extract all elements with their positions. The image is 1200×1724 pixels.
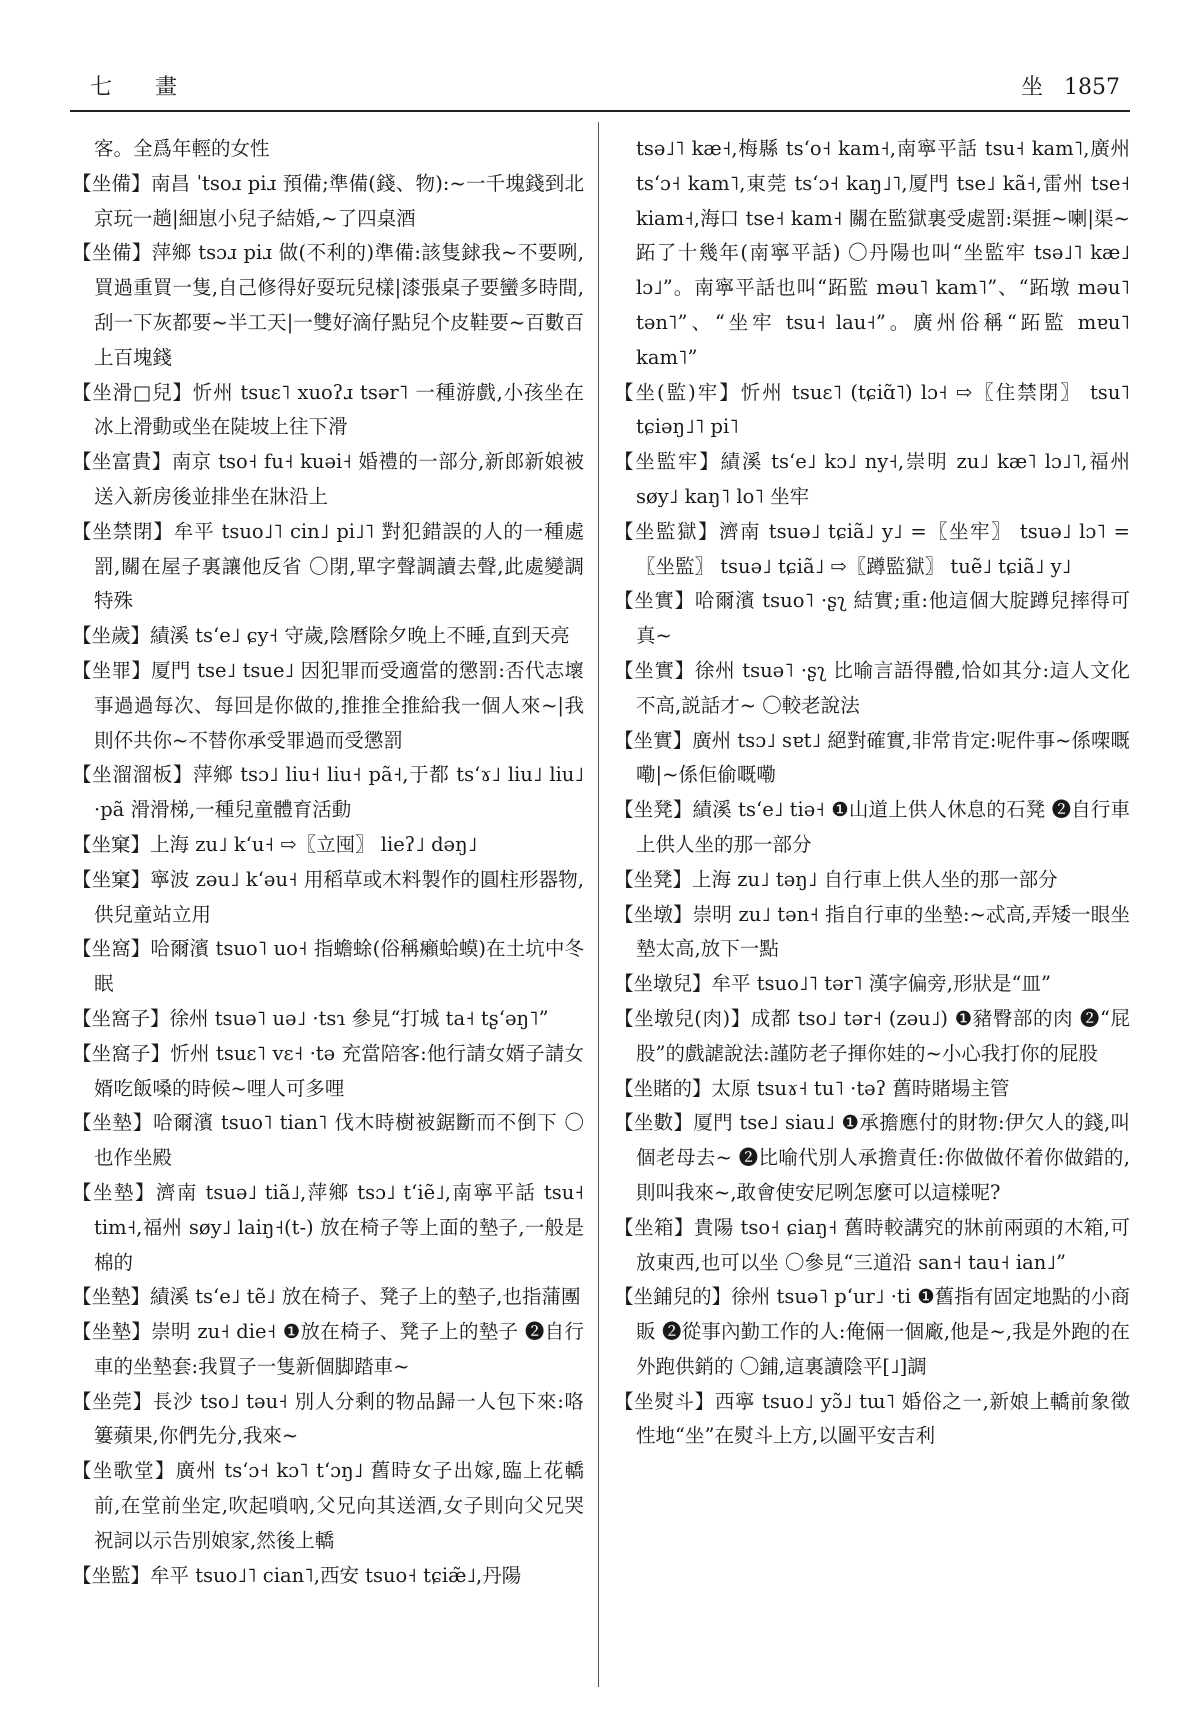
dictionary-entry <box>614 654 1130 724</box>
entry-text: 崇明 zu˧ die˧ ❶放在椅子、凳子上的墊子 ❷自行車的坐墊套:我買子一隻新個脚踏車~ <box>94 1320 584 1378</box>
entry-text: 南京 tso˧ fu˧ kuəi˧ 婚禮的一部分,新郎新娘被送入新房後並排坐在牀沿上 <box>94 450 584 508</box>
dictionary-entry <box>614 515 1130 585</box>
entry-headword: 【坐富貴】 <box>72 450 172 474</box>
dictionary-entry <box>72 1002 584 1037</box>
entry-headword: 【坐備】 <box>72 241 152 265</box>
entry-text: 崇明 zu˩ tən˧ 指自行車的坐墊:~忒高,弄矮一眼坐墊太高,放下一點 <box>636 902 1130 961</box>
entry-headword: 【坐實】 <box>614 589 695 613</box>
dictionary-entry <box>614 376 1130 446</box>
entry-text: 牟平 tsuo˩˥ cian˥,西安 tsuo˧ tɕiæ̃˩,丹陽 <box>150 1563 522 1587</box>
dictionary-entry <box>614 898 1130 968</box>
dictionary-entry <box>72 1106 584 1176</box>
dictionary-entry <box>72 1037 584 1107</box>
entry-text: 上海 zu˩ təŋ˩ 自行車上供人坐的那一部分 <box>692 867 1058 891</box>
entry-text: 牟平 tsuo˩˥ cin˩ pi˩˥ 對犯錯誤的人的一種處罰,關在屋子裏讓他反省 〇閉,單字聲調讀去聲,此處變調特殊 <box>94 519 584 613</box>
dictionary-entry <box>72 376 584 446</box>
dictionary-entry <box>72 828 584 863</box>
entry-headword: 【坐歲】 <box>72 624 151 648</box>
dictionary-entry <box>614 967 1130 1002</box>
entry-text: 成都 tso˩ tər˧ (zəu˩) ❶豬臀部的肉 ❷“屁股”的戲謔說法:謹防老子揮你娃的~小心我打你的屁股 <box>636 1006 1130 1065</box>
entry-headword: 【坐窩子】 <box>72 1041 171 1065</box>
entry-headword: 【坐墩兒】 <box>614 972 712 996</box>
dictionary-entry <box>614 724 1130 794</box>
entry-text: 績溪 tsʻe˩ tẽ˩ 放在椅子、凳子上的墊子,也指蒲團 <box>150 1285 581 1309</box>
dictionary-entry <box>614 1280 1130 1384</box>
entry-text: 西寧 tsuo˩ yɔ̃˩ tɯ˥ 婚俗之一,新娘上轎前象徵性地“坐”在熨斗上方,以圖平安吉利 <box>636 1389 1130 1448</box>
entry-headword: 【坐滑□兒】 <box>72 380 193 404</box>
dictionary-entry <box>72 236 584 375</box>
entry-text: 厦門 tse˩ tsue˩ 因犯罪而受適當的懲罰:否代志壞事過過每次、每回是你做的,推推全推給我一個人來~|我則伓共你~不替你承受罪過而受懲罰 <box>94 658 584 752</box>
entry-headword: 【坐監獄】 <box>614 519 720 543</box>
entry-headword: 【坐(監)牢】 <box>614 380 741 404</box>
entry-headword: 【坐墩兒(肉)】 <box>614 1006 751 1030</box>
dictionary-entry <box>614 863 1130 898</box>
entry-text: 哈爾濱 tsuo˥ tian˥ 伐木時樹被鋸斷而不倒下 〇也作坐殿 <box>94 1111 584 1170</box>
entry-headword: 【坐賭的】 <box>614 1076 712 1100</box>
entry-text: 萍鄉 tsɔ˩ liu˧ liu˧ pã˧,于都 tsʻɤ˩ liu˩ liu˩ ·pã 滑滑梯,一種兒童體育活動 <box>94 763 584 822</box>
entry-text: 長沙 tso˩ təu˧ 別人分剩的物品歸一人包下來:咯簍蘋果,你們先分,我來~ <box>94 1389 584 1448</box>
entry-text: 績溪 tsʻe˩ kɔ˩ ny˧,崇明 zu˩ kæ˥ lɔ˩˥,福州 søy˩ kaŋ˥ lo˥ 坐牢 <box>636 450 1130 508</box>
entry-text: 牟平 tsuo˩˥ tər˥ 漢字偏旁,形狀是“皿” <box>711 972 1051 996</box>
dictionary-entry <box>72 1559 584 1594</box>
entry-headword: 【坐鋪兒的】 <box>614 1285 732 1309</box>
entry-text: 廣州 tsʻɔ˧ kɔ˥ tʻɔŋ˩ 舊時女子出嫁,臨上花轎前,在堂前坐定,吹起嗩吶,父兄向其送酒,女子則向父兄哭祝詞以示告別娘家,然後上轎 <box>94 1459 584 1552</box>
dictionary-entry <box>72 1385 584 1455</box>
entry-text: 忻州 tsuɛ˥ (tɕiɑ̃˥) lɔ˧ ⇨〖住禁閉〗 tsu˥ tɕiəŋ˩˥ pi˥ <box>636 380 1130 439</box>
entry-text: 濟南 tsuə˩ tɕiã˩ y˩ =〖坐牢〗 tsuə˩ lɔ˥ =〖坐監〗 tsuə˩ tɕiã˩ ⇨〖蹲監獄〗 tuẽ˩ tɕiã˩ y˩ <box>636 519 1130 578</box>
entry-headword: 【坐墊】 <box>72 1111 154 1135</box>
entry-headword: 【坐墩】 <box>614 902 693 926</box>
dictionary-entry <box>614 1211 1130 1281</box>
left-entries <box>72 167 584 1594</box>
right-column <box>614 132 1130 1692</box>
entry-headword: 【坐凳】 <box>614 798 693 822</box>
dictionary-entry <box>72 445 584 515</box>
entry-headword: 【坐實】 <box>614 728 693 752</box>
entry-headword: 【坐凳】 <box>614 867 693 891</box>
dictionary-entry <box>614 1002 1130 1072</box>
section-title: 七 畫 <box>90 75 195 100</box>
entry-text: 南昌 ˈtsoɹ piɹ 預備;準備(錢、物):~一千塊錢到北京玩一趟|細崽小兒子結婚,~了四桌酒 <box>94 171 584 230</box>
entry-text: 太原 tsuɤ˧ tu˥ ·təʔ 舊時賭場主管 <box>711 1076 1010 1100</box>
dictionary-entry <box>72 1454 584 1558</box>
entry-headword: 【坐監牢】 <box>614 450 721 474</box>
dictionary-entry <box>72 932 584 1002</box>
entry-headword: 【坐監】 <box>72 1563 151 1587</box>
entry-text: 哈爾濱 tsuo˥ uo˧ 指蟾蜍(俗稱癩蛤蟆)在土坑中冬眠 <box>94 937 584 996</box>
entry-headword: 【坐窠】 <box>72 867 151 891</box>
entry-text: 哈爾濱 tsuo˥ ·ʂʅ 結實;重:他這個大腚蹲兒摔得可真~ <box>636 589 1130 648</box>
entry-text: 徐州 tsuə˥ uə˩ ·tsɿ 參見“打城 ta˧ tʂʻəŋ˥” <box>169 1006 549 1030</box>
page-number: 1857 <box>1064 75 1120 100</box>
entry-headword: 【坐歌堂】 <box>72 1459 176 1483</box>
entry-text: 濟南 tsuə˩ tiã˩,萍鄉 tsɔ˩ tʻiẽ˩,南寧平話 tsu˧ tim˧,福州 søy˩ laiŋ˧(t-) 放在椅子等上面的墊子,一般是棉的 <box>94 1180 584 1274</box>
dictionary-entry <box>72 515 584 619</box>
left-column <box>72 132 584 1692</box>
dictionary-entry <box>72 863 584 933</box>
dictionary-entry <box>614 1072 1130 1107</box>
entry-headword: 【坐禁閉】 <box>72 519 174 543</box>
entry-headword: 【坐窩】 <box>72 937 151 961</box>
dictionary-entry <box>614 1385 1130 1455</box>
entry-headword: 【坐窩子】 <box>72 1006 170 1030</box>
entry-text: 績溪 tsʻe˩ ɕy˧ 守歲,陰曆除夕晚上不睡,直到天亮 <box>150 624 570 648</box>
dictionary-entry <box>614 1106 1130 1210</box>
entry-text: 上海 zu˩ kʻu˧ ⇨〖立囤〗 lieʔ˩ dəŋ˩ <box>150 832 478 856</box>
dictionary-entry <box>72 1280 584 1315</box>
dictionary-entry <box>72 1315 584 1385</box>
entry-headword: 【坐罪】 <box>72 658 152 682</box>
dictionary-entry <box>614 584 1130 654</box>
entry-headword: 【坐熨斗】 <box>614 1389 715 1413</box>
entry-headword: 【坐窠】 <box>72 832 151 856</box>
entry-text: 徐州 tsuə˥ pʻur˩ ·ti ❶舊指有固定地點的小商販 ❷從事內勤工作的人:俺倆一個廠,他是~,我是外跑的在外跑供銷的 〇鋪,這裏讀陰平[˩]調 <box>636 1285 1130 1378</box>
entry-text: 忻州 tsuɛ˥ vɛ˧ ·tə 充當陪客:他行請女婿子請女婿吃飯嗓的時候~哩人可多哩 <box>94 1041 584 1100</box>
entry-headword: 【坐墊】 <box>72 1285 151 1309</box>
dictionary-entry <box>72 167 584 237</box>
dictionary-entry <box>72 1176 584 1280</box>
entry-text: 忻州 tsuɛ˥ xuoʔɹ tsər˥ 一種游戲,小孩坐在冰上滑動或坐在陡坡上往下滑 <box>94 380 584 439</box>
entry-headword: 【坐實】 <box>614 658 695 682</box>
dictionary-entry <box>72 758 584 828</box>
right-entries <box>614 376 1130 1455</box>
entry-text: 貴陽 tso˧ ɕiaŋ˧ 舊時較講究的牀前兩頭的木箱,可放東西,也可以坐 〇參見“三道沿 san˧ tau˧ ian˩” <box>636 1215 1130 1274</box>
continuation-text: 客。全爲年輕的女性 <box>94 137 270 160</box>
header-char: 坐 <box>1020 75 1043 100</box>
entry-text: 厦門 tse˩ siau˩ ❶承擔應付的財物:伊欠人的錢,叫個老母去~ ❷比喻代別人承擔責任:你做做伓着你做錯的,則叫我來~,敢會使安尼咧怎麼可以這樣呢? <box>636 1111 1130 1204</box>
entry-headword: 【坐箱】 <box>614 1215 694 1239</box>
dictionary-entry <box>614 445 1130 515</box>
dictionary-entry <box>72 619 584 654</box>
entry-headword: 【坐墊】 <box>72 1320 152 1344</box>
dictionary-entry <box>72 654 584 758</box>
entry-headword: 【坐數】 <box>614 1111 694 1135</box>
page-heading <box>1007 70 1120 101</box>
entry-text: 萍鄉 tsɔɹ piɹ 做(不利的)準備:該隻銶我~不要咧,買過重買一隻,自己修得好耍玩兒樣|漆張桌子要蠻多時間,刮一下灰都要~半工天|一雙好滴仔點兒个皮鞋要~百數百上百塊錢 <box>94 241 584 369</box>
entry-headword: 【坐備】 <box>72 171 151 195</box>
entry-headword: 【坐莞】 <box>72 1389 153 1413</box>
column-divider <box>598 122 599 1687</box>
entry-text: 徐州 tsuə˥ ·ʂʅ 比喻言語得體,恰如其分:這人文化不高,説話才~ 〇較老說法 <box>636 658 1130 717</box>
dictionary-entry <box>614 793 1130 863</box>
entry-headword: 【坐墊】 <box>72 1180 156 1204</box>
entry-headword: 【坐溜溜板】 <box>72 763 194 787</box>
continuation-text: tsə˩˥ kæ˧,梅縣 tsʻo˧ kam˧,南寧平話 tsu˧ kam˥,廣州 tsʻɔ˧ kam˥,東莞 tsʻɔ˧ kaŋ˩˥,厦門 tse˩ kã˧,雷州 tse˧ kiam˧,海口 tse˧ kam˧ 關在監獄裏受處罰:渠捱~喇|渠~跖了十幾年(南寧平話) 〇丹陽也叫“坐監牢 tsə˩˥ kæ˩ lɔ˩”。南寧平話也叫“跖監 məu˥ kam˥”、“跖墩 məu˥ tən˥”、“坐牢 tsu˧ lau˧”。廣州俗稱“跖監 mɐu˥ kam˥” <box>636 137 1130 369</box>
page-header <box>70 68 1130 112</box>
entry-text: 寧波 zəu˩ kʻəu˧ 用稻草或木料製作的圓柱形器物,供兒童站立用 <box>94 867 584 926</box>
entry-text: 廣州 tsɔ˩ sɐt˩ 絕對確實,非常肯定:呢件事~係㗎嘅嘞|~係佢偷嘅嘞 <box>636 728 1130 787</box>
entry-text: 績溪 tsʻe˩ tiə˧ ❶山道上供人休息的石凳 ❷自行車上供人坐的那一部分 <box>636 798 1130 856</box>
